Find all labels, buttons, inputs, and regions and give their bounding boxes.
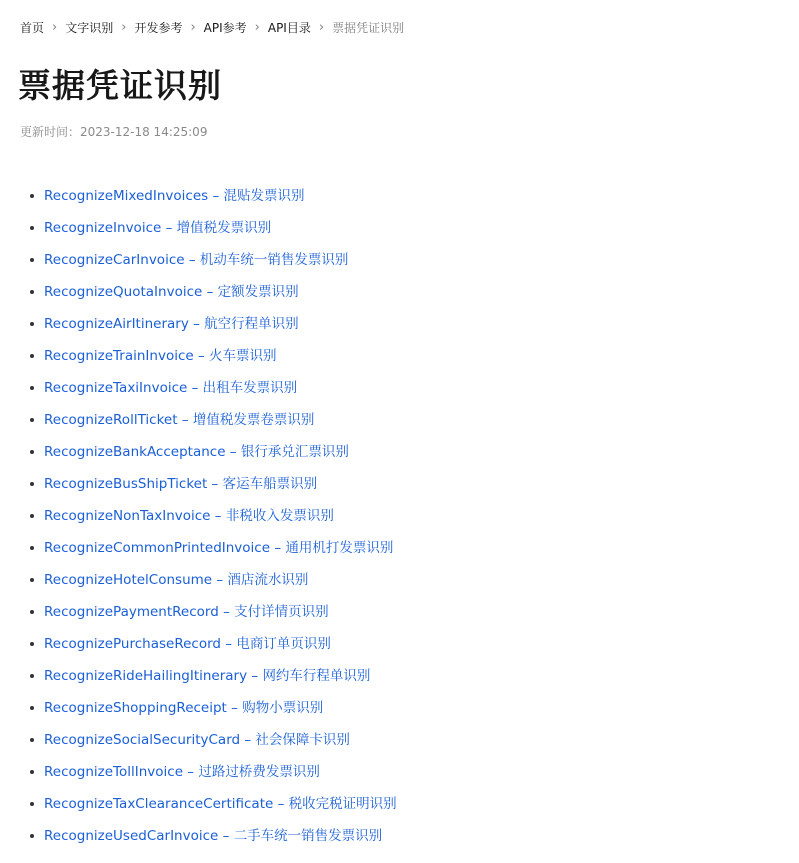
api-description: 混贴发票识别: [223, 188, 305, 204]
list-item: [0, 212, 397, 244]
bullet-icon: [30, 738, 34, 742]
list-item: [0, 724, 397, 756]
list-item: [0, 500, 397, 532]
api-description: 购物小票识别: [242, 700, 324, 716]
chevron-right-icon: ›: [121, 19, 127, 35]
api-name: RecognizeAirItinerary: [44, 316, 189, 332]
api-description: 网约车行程单识别: [262, 668, 371, 684]
bullet-icon: [30, 290, 34, 294]
separator-dash: –: [240, 732, 256, 748]
separator-dash: –: [187, 380, 203, 396]
separator-dash: –: [183, 764, 199, 780]
api-link[interactable]: [44, 220, 271, 236]
api-name: RecognizeShoppingReceipt: [44, 700, 227, 716]
list-item: [0, 436, 397, 468]
api-link[interactable]: [44, 828, 382, 844]
breadcrumb-item-ocr[interactable]: 文字识别: [65, 20, 114, 35]
breadcrumb-item-api-catalog[interactable]: API目录: [267, 20, 311, 35]
api-name: RecognizeHotelConsume: [44, 572, 213, 588]
api-link[interactable]: [44, 444, 349, 460]
bullet-icon: [30, 546, 34, 550]
api-link[interactable]: [44, 764, 320, 780]
api-description: 酒店流水识别: [227, 572, 309, 588]
api-link[interactable]: [44, 252, 348, 268]
api-description: 银行承兑汇票识别: [240, 444, 349, 460]
list-item: [0, 180, 397, 212]
list-item: [0, 276, 397, 308]
api-description: 电商订单页识别: [236, 636, 331, 652]
api-link[interactable]: [44, 412, 314, 428]
separator-dash: –: [218, 604, 235, 620]
separator-dash: –: [226, 700, 243, 716]
separator-dash: –: [225, 444, 241, 460]
chevron-right-icon: ›: [52, 19, 58, 35]
api-link[interactable]: [44, 508, 334, 524]
api-description: 航空行程单识别: [204, 316, 299, 332]
api-name: RecognizePaymentRecord: [44, 604, 219, 620]
breadcrumb-item-home[interactable]: 首页: [20, 20, 45, 35]
bullet-icon: [30, 642, 34, 646]
api-description: 支付详情页识别: [234, 604, 329, 620]
api-description: 客运车船票识别: [222, 476, 318, 492]
api-description: 增值税发票识别: [176, 220, 272, 236]
bullet-icon: [30, 226, 34, 230]
separator-dash: –: [273, 796, 289, 812]
separator-dash: –: [161, 220, 177, 236]
bullet-icon: [30, 418, 34, 422]
api-name: RecognizeUsedCarInvoice: [44, 828, 219, 844]
api-link[interactable]: [44, 636, 331, 652]
bullet-icon: [30, 354, 34, 358]
api-description: 非税收入发票识别: [225, 508, 334, 524]
api-link[interactable]: [44, 380, 297, 396]
api-link[interactable]: [44, 188, 305, 204]
list-item: [0, 692, 397, 724]
bullet-icon: [30, 706, 34, 710]
api-description: 二手车统一销售发票识别: [233, 828, 383, 844]
api-name: RecognizeTaxClearanceCertificate: [44, 796, 274, 812]
chevron-right-icon: ›: [254, 19, 260, 35]
list-item: [0, 564, 397, 596]
separator-dash: –: [188, 316, 205, 332]
api-name: RecognizeCarInvoice: [44, 252, 185, 268]
bullet-icon: [30, 610, 34, 614]
list-item: [0, 340, 397, 372]
api-name: RecognizeRollTicket: [44, 412, 178, 428]
api-name: RecognizeBusShipTicket: [44, 476, 208, 492]
api-name: RecognizeQuotaInvoice: [44, 284, 203, 300]
api-link[interactable]: [44, 572, 308, 588]
separator-dash: –: [247, 668, 263, 684]
separator-dash: –: [220, 636, 237, 652]
api-link[interactable]: [44, 476, 317, 492]
api-link[interactable]: [44, 284, 299, 300]
list-item: [0, 404, 397, 436]
page-title: 票据凭证识别: [18, 66, 222, 105]
chevron-right-icon: ›: [190, 19, 196, 35]
separator-dash: –: [270, 540, 286, 556]
bullet-icon: [30, 322, 34, 326]
list-item: [0, 244, 397, 276]
api-description: 机动车统一销售发票识别: [199, 252, 349, 268]
api-link[interactable]: [44, 700, 323, 716]
bullet-icon: [30, 386, 34, 390]
breadcrumb-item-api-reference[interactable]: API参考: [203, 20, 247, 35]
separator-dash: –: [207, 476, 223, 492]
api-link[interactable]: [44, 668, 370, 684]
api-name: RecognizeRideHailingItinerary: [44, 668, 248, 684]
bullet-icon: [30, 514, 34, 518]
bullet-icon: [30, 194, 34, 198]
bullet-icon: [30, 770, 34, 774]
list-item: [0, 372, 397, 404]
api-name: RecognizeBankAcceptance: [44, 444, 226, 460]
bullet-icon: [30, 802, 34, 806]
api-description: 通用机打发票识别: [285, 540, 394, 556]
api-description: 社会保障卡识别: [255, 732, 350, 748]
separator-dash: –: [212, 572, 228, 588]
list-item: [0, 756, 397, 788]
breadcrumb: [20, 18, 404, 36]
separator-dash: –: [202, 284, 218, 300]
bullet-icon: [30, 450, 34, 454]
api-name: RecognizeTaxiInvoice: [44, 380, 188, 396]
separator-dash: –: [177, 412, 193, 428]
api-link[interactable]: [44, 316, 299, 332]
api-description: 税收完税证明识别: [288, 796, 397, 812]
bullet-icon: [30, 674, 34, 678]
list-item: [0, 820, 397, 852]
breadcrumb-item-dev-reference[interactable]: 开发参考: [134, 20, 183, 35]
api-description: 定额发票识别: [217, 284, 299, 300]
api-list: [0, 180, 397, 852]
list-item: [0, 788, 397, 820]
bullet-icon: [30, 578, 34, 582]
api-link[interactable]: [44, 604, 329, 620]
list-item: [0, 660, 397, 692]
list-item: [0, 468, 397, 500]
api-description: 火车票识别: [209, 348, 277, 364]
api-link[interactable]: [44, 732, 350, 748]
api-name: RecognizeTrainInvoice: [44, 348, 194, 364]
api-link[interactable]: [44, 540, 393, 556]
list-item: [0, 532, 397, 564]
separator-dash: –: [210, 508, 226, 524]
separator-dash: –: [193, 348, 210, 364]
api-name: RecognizeSocialSecurityCard: [44, 732, 241, 748]
update-time: 更新时间：2023-12-18 14:25:09: [20, 125, 208, 139]
api-description: 出租车发票识别: [202, 380, 298, 396]
api-name: RecognizeInvoice: [44, 220, 162, 236]
bullet-icon: [30, 482, 34, 486]
chevron-right-icon: ›: [318, 19, 325, 35]
api-name: RecognizeMixedInvoices: [44, 188, 209, 204]
breadcrumb-item-current: 票据凭证识别: [332, 20, 405, 35]
api-description: 过路过桥费发票识别: [198, 764, 320, 780]
list-item: [0, 308, 397, 340]
separator-dash: –: [208, 188, 224, 204]
list-item: [0, 628, 397, 660]
api-name: RecognizeTollInvoice: [44, 764, 184, 780]
api-description: 增值税发票卷票识别: [192, 412, 315, 428]
bullet-icon: [30, 258, 34, 262]
api-link[interactable]: [44, 796, 397, 812]
separator-dash: –: [218, 828, 234, 844]
bullet-icon: [30, 834, 34, 838]
api-link[interactable]: [44, 348, 277, 364]
list-item: [0, 596, 397, 628]
api-name: RecognizeCommonPrintedInvoice: [44, 540, 271, 556]
api-name: RecognizeNonTaxInvoice: [44, 508, 211, 524]
separator-dash: –: [184, 252, 200, 268]
api-name: RecognizePurchaseRecord: [44, 636, 221, 652]
